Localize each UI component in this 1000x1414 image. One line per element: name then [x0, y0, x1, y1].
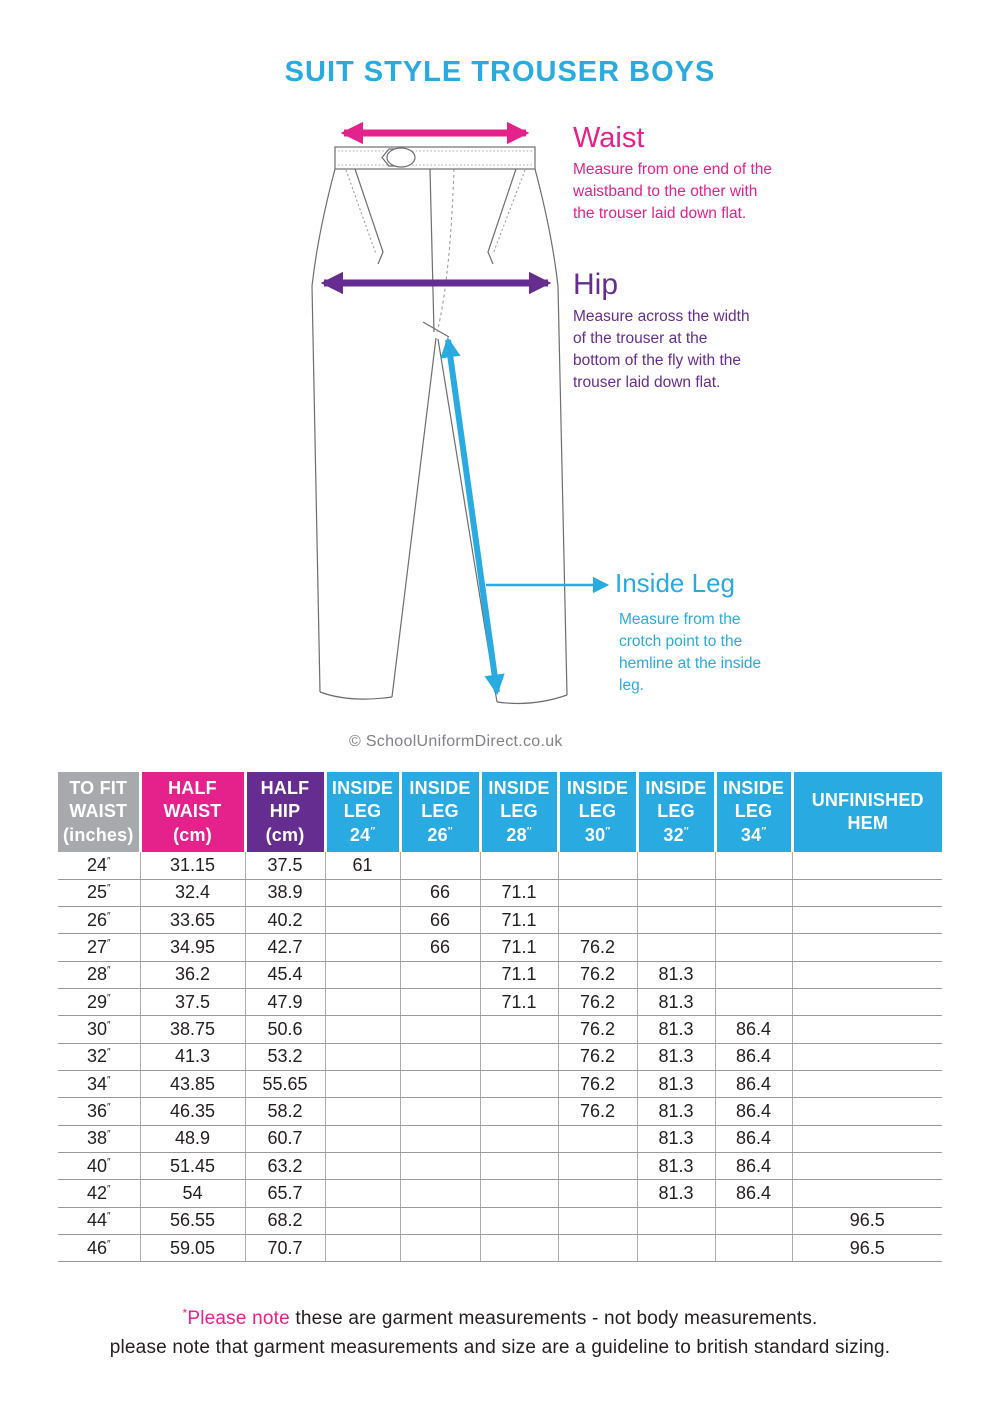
table-row [58, 879, 942, 906]
trouser-illustration [300, 118, 620, 718]
size-cell [480, 1071, 558, 1098]
size-cell: 71.1 [480, 879, 558, 906]
size-cell: 38″ [58, 1125, 140, 1152]
size-cell [325, 1207, 400, 1234]
size-cell [792, 1153, 942, 1180]
size-cell [558, 1125, 637, 1152]
hip-annotation [573, 268, 758, 394]
size-cell: 47.9 [245, 989, 325, 1016]
size-cell [480, 1098, 558, 1125]
size-cell: 81.3 [637, 1180, 715, 1207]
size-cell [558, 879, 637, 906]
size-cell: 86.4 [715, 1098, 792, 1125]
size-cell [792, 961, 942, 988]
size-cell: 60.7 [245, 1125, 325, 1152]
size-cell: 46.35 [140, 1098, 245, 1125]
size-cell [480, 1125, 558, 1152]
col-header-0: TO FIT WAIST (inches) [58, 772, 140, 852]
size-cell: 56.55 [140, 1207, 245, 1234]
size-cell [637, 879, 715, 906]
table-row [58, 1153, 942, 1180]
inch-mark: ″ [106, 992, 111, 1004]
size-cell: 70.7 [245, 1235, 325, 1262]
size-cell [480, 1207, 558, 1234]
size-cell [400, 1207, 480, 1234]
size-cell: 55.65 [245, 1071, 325, 1098]
size-cell [400, 1043, 480, 1070]
size-cell [792, 1125, 942, 1152]
inch-mark: ″ [106, 883, 111, 895]
table-row [58, 934, 942, 961]
inch-mark: ″ [106, 1047, 111, 1059]
size-cell: 61 [325, 852, 400, 879]
waist-description: Measure from one end of the waistband to the other with the trouser laid down flat. [573, 161, 773, 222]
inch-mark: ″ [106, 855, 111, 867]
size-cell: 66 [400, 934, 480, 961]
size-cell [792, 907, 942, 934]
size-cell [400, 961, 480, 988]
size-cell: 76.2 [558, 1016, 637, 1043]
size-cell [325, 879, 400, 906]
table-body [58, 852, 942, 1262]
inch-mark: ″ [106, 1074, 111, 1086]
size-cell: 44″ [58, 1207, 140, 1234]
footnote-line1 [0, 1304, 1000, 1333]
size-cell: 31.15 [140, 852, 245, 879]
table-row [58, 1235, 942, 1262]
size-cell: 34.95 [140, 934, 245, 961]
table-row [58, 907, 942, 934]
size-cell: 81.3 [637, 1071, 715, 1098]
size-cell [558, 1207, 637, 1234]
col-header-5: INSIDE LEG 28″ [480, 772, 558, 852]
size-cell [325, 1125, 400, 1152]
size-cell [715, 1235, 792, 1262]
size-cell [792, 879, 942, 906]
size-cell: 33.65 [140, 907, 245, 934]
size-cell: 81.3 [637, 961, 715, 988]
size-cell [715, 989, 792, 1016]
footnote-line2: please note that garment measurements and size are a guideline to british standard sizing. [109, 1337, 891, 1359]
size-cell: 81.3 [637, 1098, 715, 1125]
trouser-outline [312, 147, 567, 703]
size-cell: 32″ [58, 1043, 140, 1070]
size-cell [325, 1153, 400, 1180]
size-cell: 76.2 [558, 1043, 637, 1070]
inch-mark: ″ [526, 825, 532, 837]
size-cell [637, 1235, 715, 1262]
size-cell [715, 1207, 792, 1234]
size-cell: 76.2 [558, 961, 637, 988]
size-cell [325, 907, 400, 934]
size-cell [637, 852, 715, 879]
footnote [0, 1304, 1000, 1363]
size-cell [325, 989, 400, 1016]
waistband-button [387, 148, 415, 167]
inch-mark: ″ [106, 1238, 111, 1250]
size-cell [792, 1043, 942, 1070]
size-cell: 81.3 [637, 989, 715, 1016]
waist-annotation [573, 122, 778, 225]
size-cell: 28″ [58, 961, 140, 988]
size-cell: 41.3 [140, 1043, 245, 1070]
size-cell: 65.7 [245, 1180, 325, 1207]
size-cell: 81.3 [637, 1043, 715, 1070]
size-cell [480, 1016, 558, 1043]
size-cell: 86.4 [715, 1125, 792, 1152]
size-cell [715, 879, 792, 906]
size-cell: 76.2 [558, 989, 637, 1016]
size-cell: 76.2 [558, 934, 637, 961]
size-cell: 96.5 [792, 1207, 942, 1234]
size-cell: 81.3 [637, 1153, 715, 1180]
size-cell: 86.4 [715, 1180, 792, 1207]
inch-mark: ″ [106, 1102, 111, 1114]
inch-mark: ″ [761, 825, 767, 837]
inch-mark: ″ [106, 965, 111, 977]
size-table [58, 772, 942, 1262]
size-cell: 76.2 [558, 1098, 637, 1125]
size-cell: 24″ [58, 852, 140, 879]
size-cell: 71.1 [480, 989, 558, 1016]
inch-mark: ″ [106, 1156, 111, 1168]
size-cell [558, 1153, 637, 1180]
size-cell [715, 934, 792, 961]
size-cell [480, 1043, 558, 1070]
size-cell: 71.1 [480, 907, 558, 934]
size-cell [558, 907, 637, 934]
size-cell [792, 1098, 942, 1125]
size-cell: 76.2 [558, 1071, 637, 1098]
col-header-1: HALF WAIST (cm) [140, 772, 245, 852]
hip-heading: Hip [573, 268, 619, 301]
size-cell: 25″ [58, 879, 140, 906]
page-title: SUIT STYLE TROUSER BOYS [284, 56, 716, 88]
size-cell [480, 1235, 558, 1262]
size-cell: 43.85 [140, 1071, 245, 1098]
size-cell: 63.2 [245, 1153, 325, 1180]
size-cell: 30″ [58, 1016, 140, 1043]
size-cell: 34″ [58, 1071, 140, 1098]
size-cell [480, 1153, 558, 1180]
size-cell: 86.4 [715, 1016, 792, 1043]
size-cell: 81.3 [637, 1125, 715, 1152]
inch-mark: ″ [106, 1020, 111, 1032]
size-cell [400, 1180, 480, 1207]
col-header-9: UNFINISHED HEM [792, 772, 942, 852]
size-cell [325, 961, 400, 988]
inch-mark: ″ [106, 1129, 111, 1141]
waist-heading: Waist [573, 122, 645, 154]
col-header-4: INSIDE LEG 26″ [400, 772, 480, 852]
size-cell: 66 [400, 879, 480, 906]
table-row [58, 1043, 942, 1070]
size-cell: 86.4 [715, 1071, 792, 1098]
col-header-3: INSIDE LEG 24″ [325, 772, 400, 852]
size-cell: 71.1 [480, 934, 558, 961]
inch-mark: ″ [370, 825, 376, 837]
header-row [58, 772, 942, 852]
size-cell [325, 1071, 400, 1098]
size-cell: 71.1 [480, 961, 558, 988]
table-row [58, 1098, 942, 1125]
size-cell: 53.2 [245, 1043, 325, 1070]
size-cell [480, 852, 558, 879]
size-cell: 37.5 [245, 852, 325, 879]
inside-leg-description: Measure from the crotch point to the hemline at the inside leg. [619, 611, 762, 694]
col-header-2: HALF HIP (cm) [245, 772, 325, 852]
size-cell: 96.5 [792, 1235, 942, 1262]
copyright: © SchoolUniformDirect.co.uk [349, 733, 563, 750]
size-cell: 54 [140, 1180, 245, 1207]
size-cell: 58.2 [245, 1098, 325, 1125]
col-header-6: INSIDE LEG 30″ [558, 772, 637, 852]
size-cell [400, 1098, 480, 1125]
size-cell: 37.5 [140, 989, 245, 1016]
size-cell: 32.4 [140, 879, 245, 906]
size-cell [325, 1235, 400, 1262]
size-cell [558, 1180, 637, 1207]
size-cell: 51.45 [140, 1153, 245, 1180]
size-cell [792, 1180, 942, 1207]
table-row [58, 1180, 942, 1207]
footnote-line1-rest: these are garment measurements - not body measurements. [289, 1308, 818, 1329]
footnote-highlight: Please note [187, 1308, 290, 1329]
size-cell: 40.2 [245, 907, 325, 934]
hip-description: Measure across the width of the trouser at the bottom of the fly with the trouser laid down flat. [573, 308, 750, 391]
size-cell: 59.05 [140, 1235, 245, 1262]
table-head [58, 772, 942, 852]
table-row [58, 1125, 942, 1152]
table-row [58, 1207, 942, 1234]
size-cell [325, 1098, 400, 1125]
size-cell [637, 907, 715, 934]
table-row [58, 961, 942, 988]
size-cell: 26″ [58, 907, 140, 934]
table-row [58, 1071, 942, 1098]
size-cell [792, 1016, 942, 1043]
size-cell [715, 961, 792, 988]
size-cell [325, 1180, 400, 1207]
size-cell: 86.4 [715, 1153, 792, 1180]
inch-mark: ″ [683, 825, 689, 837]
inside-leg-heading: Inside Leg [615, 568, 735, 598]
inside-leg-annotation [615, 568, 780, 697]
inch-mark: ″ [106, 1211, 111, 1223]
footnote-asterisk: * [182, 1306, 188, 1320]
size-cell [637, 1207, 715, 1234]
size-cell [400, 852, 480, 879]
size-cell [400, 1235, 480, 1262]
size-cell [715, 907, 792, 934]
size-cell [325, 1043, 400, 1070]
size-cell: 38.9 [245, 879, 325, 906]
size-cell: 68.2 [245, 1207, 325, 1234]
size-cell [400, 1125, 480, 1152]
size-cell: 38.75 [140, 1016, 245, 1043]
inside-leg-arrow [448, 340, 497, 692]
table-row [58, 1016, 942, 1043]
size-cell [325, 1016, 400, 1043]
size-cell [715, 852, 792, 879]
size-cell: 42″ [58, 1180, 140, 1207]
size-cell [480, 1180, 558, 1207]
size-cell [400, 989, 480, 1016]
size-cell [792, 852, 942, 879]
size-cell [400, 1153, 480, 1180]
size-cell [325, 934, 400, 961]
size-cell: 46″ [58, 1235, 140, 1262]
inch-mark: ″ [447, 825, 453, 837]
size-cell [792, 989, 942, 1016]
size-cell: 45.4 [245, 961, 325, 988]
size-cell: 81.3 [637, 1016, 715, 1043]
size-cell: 36.2 [140, 961, 245, 988]
size-cell [792, 934, 942, 961]
size-cell: 66 [400, 907, 480, 934]
size-cell: 36″ [58, 1098, 140, 1125]
col-header-7: INSIDE LEG 32″ [637, 772, 715, 852]
size-cell: 50.6 [245, 1016, 325, 1043]
size-cell [792, 1071, 942, 1098]
size-cell: 48.9 [140, 1125, 245, 1152]
inch-mark: ″ [106, 1184, 111, 1196]
size-cell [400, 1071, 480, 1098]
table-row [58, 852, 942, 879]
size-cell: 42.7 [245, 934, 325, 961]
size-cell [558, 852, 637, 879]
col-header-8: INSIDE LEG 34″ [715, 772, 792, 852]
size-cell [400, 1016, 480, 1043]
inch-mark: ″ [106, 938, 111, 950]
size-cell [558, 1235, 637, 1262]
size-cell: 29″ [58, 989, 140, 1016]
size-cell [637, 934, 715, 961]
inch-mark: ″ [106, 910, 111, 922]
table-row [58, 989, 942, 1016]
size-cell: 86.4 [715, 1043, 792, 1070]
inch-mark: ″ [605, 825, 611, 837]
size-cell: 40″ [58, 1153, 140, 1180]
size-cell: 27″ [58, 934, 140, 961]
